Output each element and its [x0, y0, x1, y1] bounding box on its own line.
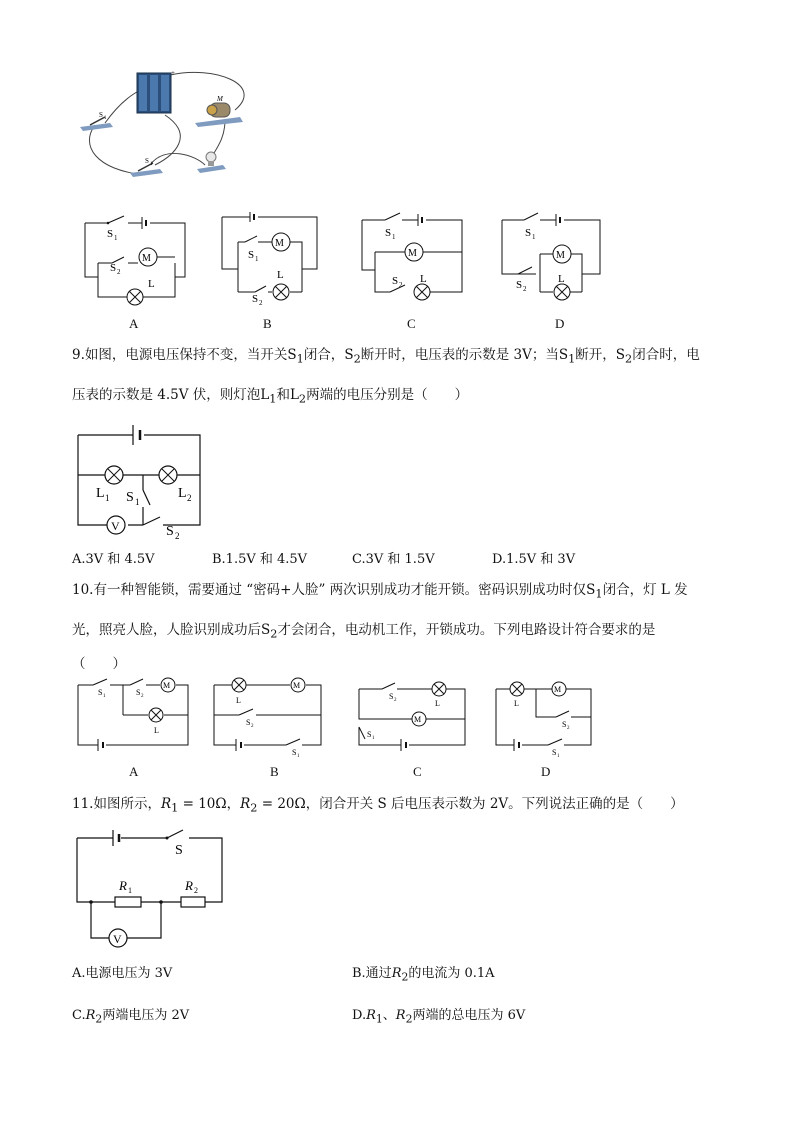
q8d-s2: S [516, 279, 523, 291]
q8b-s1-sub: 1 [255, 255, 259, 263]
q8-label-c: C [407, 316, 416, 331]
q8b-s2-sub: 2 [259, 299, 263, 307]
q10a-motor: M [163, 681, 171, 690]
q10a-lamp: L [154, 726, 159, 735]
q9-l2: L [178, 486, 187, 501]
q8-circuit-b [220, 212, 320, 307]
q10d-motor: M [554, 685, 562, 694]
q8d-lamp: L [558, 273, 565, 285]
q10b-s2-sub: 2 [251, 724, 254, 729]
q8b-motor: M [275, 238, 284, 249]
q10-label-b: B [270, 764, 279, 779]
q10-circuit-d [496, 677, 601, 759]
q11-option-d: $D.R_1$、$R_2$两端的总电压为 6V [352, 1008, 526, 1026]
q8a-motor: M [142, 253, 151, 264]
q11-switch-s: S [175, 843, 183, 858]
q9-l1: L [96, 486, 105, 501]
q10a-s1: S [98, 688, 103, 697]
q10-line3: （ ） [72, 656, 126, 672]
q11-option-c: $C.R_2$两端电压为 2V [72, 1008, 190, 1026]
q8c-s1-sub: 1 [392, 233, 396, 241]
q10a-s1-sub: 1 [103, 694, 106, 699]
q9-circuit [78, 425, 203, 540]
q9-option-d: D.1.5V 和 3V [492, 552, 576, 567]
q10-circuit-c [357, 677, 469, 752]
q8d-s1: S [525, 227, 532, 239]
photo-s2-label: S [145, 157, 149, 165]
q8b-s1: S [248, 249, 255, 261]
q10-circuit-a [78, 677, 190, 752]
q8a-s2-sub: 2 [117, 268, 121, 276]
q11-voltmeter: V [113, 932, 122, 946]
q8a-s2: S [110, 262, 117, 274]
q11-line1: 11.如图所示，$R_1 = 10\Omega$，$R_2 = 20\Omega$，闭合开关 S 后电压表示数为 2V。下列说法正确的是（ ） [72, 796, 684, 815]
q8d-s2-sub: 2 [523, 285, 527, 293]
q10d-s2-sub: 2 [567, 726, 570, 731]
q8a-lamp: L [148, 278, 155, 290]
q10b-lamp: L [236, 696, 241, 705]
q9-l1-sub: 1 [105, 493, 110, 503]
q8-circuit-a [80, 215, 190, 305]
q8a-s1-sub: 1 [114, 234, 118, 242]
q11-option-a: A.电源电压为 3V [72, 966, 173, 981]
q10b-s2: S [246, 718, 251, 727]
q10c-motor: M [414, 715, 422, 724]
q8-label-a: A [129, 316, 139, 331]
q8-label-b: B [263, 316, 272, 331]
q11-r2-sub: 2 [194, 886, 198, 895]
q9-s1: S [126, 490, 134, 505]
q11-r1-sub: 1 [128, 886, 132, 895]
q9-line1: 9.如图，电源电压保持不变，当开关$S_1$闭合，$S_2$断开时，电压表的示数是 3V；当$S_1$断开，$S_2$闭合时，电 [72, 347, 700, 366]
q9-option-b: B.1.5V 和 4.5V [212, 552, 308, 567]
q9-l2-sub: 2 [187, 493, 192, 503]
q8b-lamp: L [277, 269, 284, 281]
q10-circuit-b [214, 677, 324, 759]
physical-circuit-photo [75, 65, 250, 175]
q8c-s2: S [392, 275, 399, 287]
q10a-s2-sub: 2 [141, 694, 144, 699]
q10d-s2: S [562, 720, 567, 729]
q10c-s1: S [367, 730, 372, 739]
q11-r2: R [185, 878, 193, 893]
plus-sign: + [171, 69, 175, 77]
q9-line2: 压表的示数是 4.5V 伏，则灯泡$L_1$和$L_2$两端的电压分别是（ ） [72, 387, 469, 406]
q11-r1: R [119, 878, 127, 893]
q9-s1-sub: 1 [135, 497, 140, 507]
q10d-s1-sub: 1 [557, 754, 560, 759]
q10-label-c: C [413, 764, 422, 779]
q10c-lamp: L [435, 699, 440, 708]
q11-circuit [77, 830, 227, 945]
q10d-lamp: L [514, 699, 519, 708]
q10b-motor: M [293, 681, 301, 690]
photo-s1-sub: 1 [104, 116, 107, 121]
q10a-s2: S [136, 688, 141, 697]
q9-option-a: A.3V 和 4.5V [72, 552, 155, 567]
q9-option-c: C.3V 和 1.5V [352, 552, 435, 567]
q10c-s2-sub: 2 [394, 698, 397, 703]
q8-circuit-d [500, 212, 605, 302]
q8b-s2: S [252, 293, 259, 305]
photo-motor-label: M [217, 95, 223, 103]
q10c-s2: S [389, 692, 394, 701]
q8a-s1: S [107, 228, 114, 240]
q10-line2: 光，照亮人脸，人脸识别成功后$S_2$才会闭合，电动机工作，开锁成功。下列电路设计符合要求的是 [72, 622, 656, 641]
q9-s2: S [166, 524, 174, 539]
photo-s2-sub: 1 [150, 162, 153, 167]
q10-line1: 10.有一种智能锁，需要通过 “密码+人脸” 两次识别成功才能开锁。密码识别成功时仅$S_1$闭合，灯 L 发 [72, 582, 688, 601]
q10b-s1-sub: 1 [297, 754, 300, 759]
q8c-lamp: L [420, 273, 427, 285]
q10c-s1-sub: 1 [372, 736, 375, 741]
q8c-s1: S [385, 227, 392, 239]
q8c-motor: M [408, 248, 417, 259]
q8-circuit-c [360, 212, 465, 302]
q9-s2-sub: 2 [175, 531, 180, 541]
q8d-s1-sub: 1 [532, 233, 536, 241]
photo-s1-label: S [99, 111, 103, 119]
q10d-s1: S [552, 748, 557, 757]
q9-voltmeter: V [111, 519, 120, 533]
q10-label-d: D [541, 764, 551, 779]
q10b-s1: S [292, 748, 297, 757]
q8c-s2-sub: 2 [399, 281, 403, 289]
q8d-motor: M [556, 250, 565, 261]
q11-option-b: B.通过$R_2$的电流为 0.1A [352, 966, 495, 984]
q8-label-d: D [555, 316, 565, 331]
q10-label-a: A [129, 764, 139, 779]
